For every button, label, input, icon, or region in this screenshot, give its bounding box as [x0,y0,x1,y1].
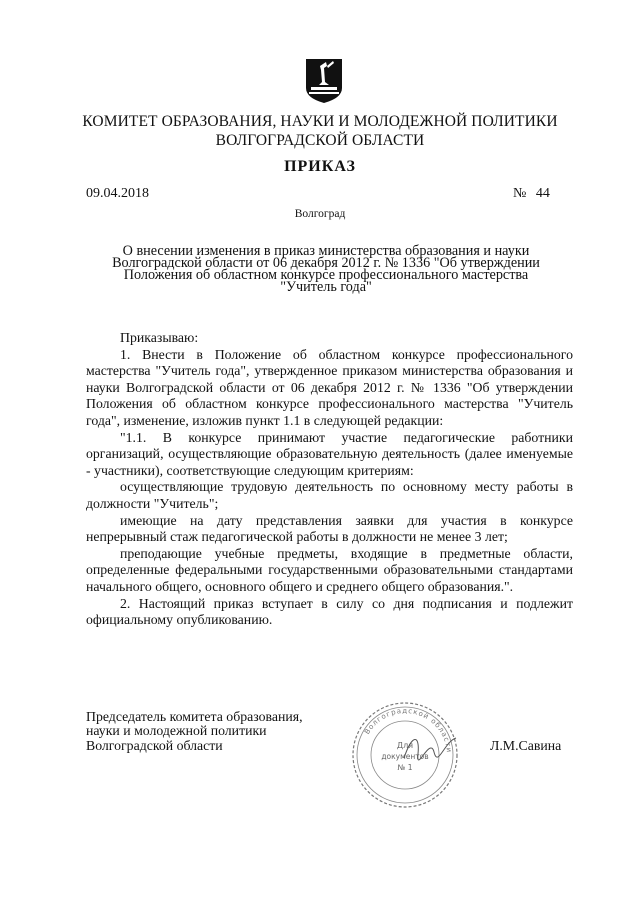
order-number: № 44 [513,186,550,201]
volgograd-emblem-icon [305,58,343,104]
subject-line: Волгоградской области от 06 декабря 2012 г. № 1336 "Об утверждении [112,255,540,271]
seal-center-text: документов [381,752,429,761]
seal-center-text: № 1 [397,763,413,772]
subject-line: "Учитель года" [280,279,372,295]
signatory-position-line: науки и молодежной политики [86,723,267,739]
paragraph-1-1: "1.1. В конкурсе принимают участие педагогические работники организаций, осуществляющие образовательную деятельность (далее именуемые - участники), соответствующие следующим критериям: [86,429,573,478]
document-type: ПРИКАЗ [284,158,356,175]
handwritten-signature [400,728,460,768]
signatory-position-line: Председатель комитета образования, [86,709,303,724]
orders-label: Приказываю: [120,330,199,345]
committee-name-line2: ВОЛГОГРАДСКОЙ ОБЛАСТИ [215,132,425,149]
criterion-2: имеющие на дату представления заявки для участия в конкурсе непрерывный стаж педагогической работы в должности не менее 3 лет; [86,512,573,545]
committee-name-line1: КОМИТЕТ ОБРАЗОВАНИЯ, НАУКИ И МОЛОДЕЖНОЙ ПОЛИТИКИ [82,113,558,130]
seal-ring-text: Волгоградской области [363,706,454,754]
subject-line: Положения об областном конкурсе профессионального мастерства [123,267,529,283]
paragraph-1: 1. Внести в Положение об областном конкурсе профессионального мастерства "Учитель года", утвержденное приказом министерства образования и науки Волгоградской области от 06 декабря 2012 г. № 1336 "Об утверждении Положения об областном конкурсе профессионального мастерства "Учитель года", изменение, изложив пункт 1.1 в следующей редакции: [86,346,573,428]
signatory-position-line: Волгоградской области [86,737,223,753]
signatory-name: Л.М.Савина [490,738,562,753]
criterion-3: преподающие учебные предметы, входящие в предметные области, определенные федеральными государственными образовательными стандартами начального общего, основного общего и среднего общего образования.". [86,545,573,594]
order-body [86,330,573,629]
order-subject [86,245,566,293]
criterion-1: осуществляющие трудовую деятельность по основному месту работы в должности "Учитель"; [86,479,573,511]
order-date: 09.04.2018 [86,186,149,201]
city-name: Волгоград [294,208,346,220]
signatory-position [86,710,303,753]
seal-center-text: Для [396,741,414,750]
subject-line: О внесении изменения в приказ министерства образования и науки [122,243,530,259]
paragraph-2: 2. Настоящий приказ вступает в силу со дня подписания и подлежит официальному опубликованию. [86,595,573,628]
